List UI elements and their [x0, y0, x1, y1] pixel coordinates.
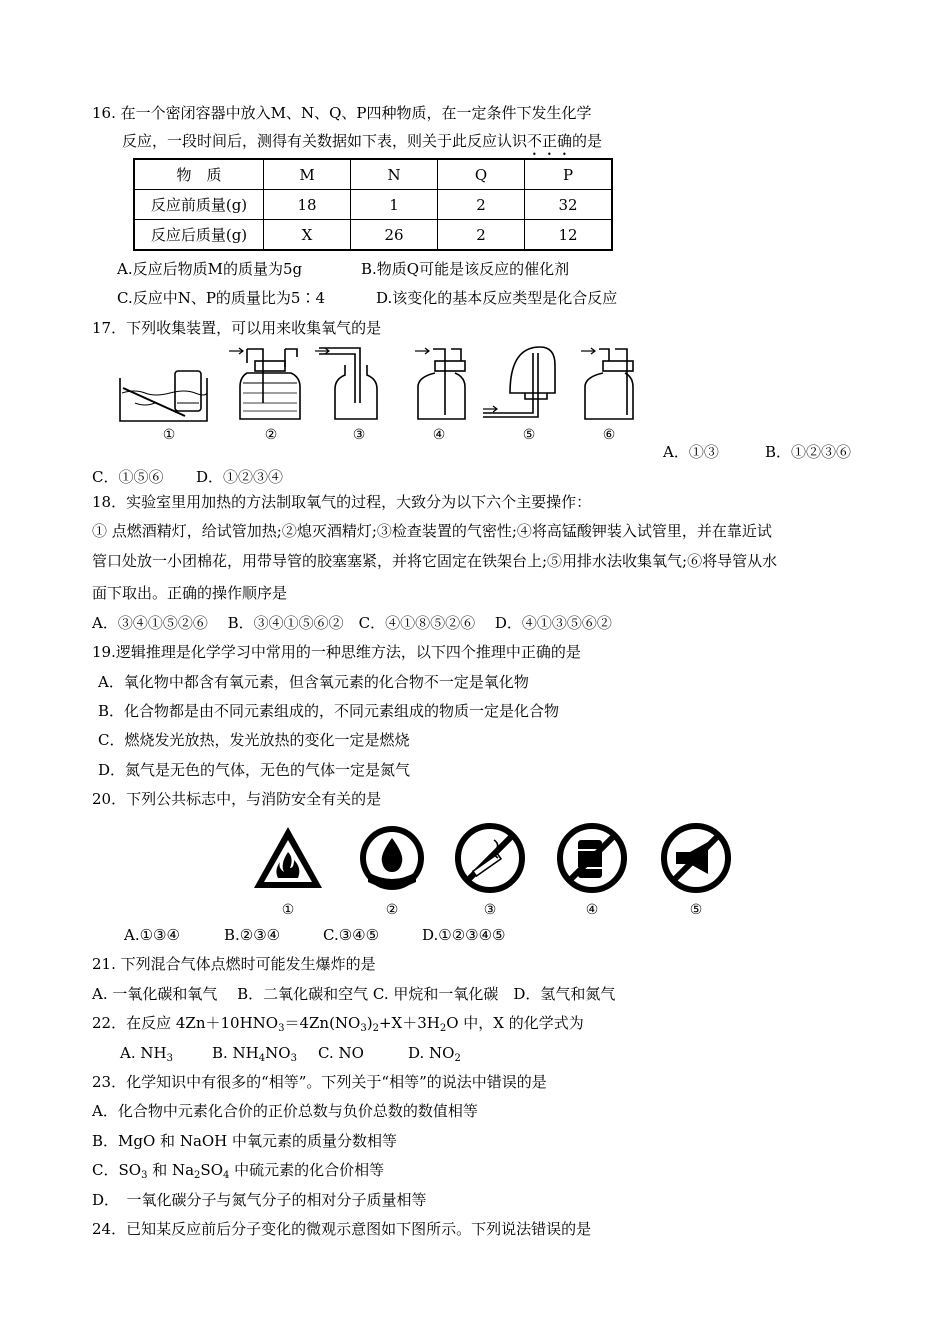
q24-stem: 24．已知某反应前后分子变化的微观示意图如下图所示。下列说法错误的是	[92, 1220, 592, 1238]
sign-label: ②	[385, 902, 399, 918]
q23-option-c: C．$SO_3$ 和 $Na_2SO_4$ 中硫元素的化合价相等	[92, 1161, 385, 1181]
q16-stem-line1: 16. 在一个密闭容器中放入M、N、Q、P四种物质，在一定条件下发生化学	[92, 104, 592, 122]
table-cell: 2	[438, 190, 525, 220]
q23-stem: 23．化学知识中有很多的“相等”。下列关于“相等”的说法中错误的是	[92, 1073, 547, 1091]
q22-option-c: C. NO	[318, 1044, 364, 1062]
q16-data-table	[133, 158, 613, 251]
q20-option-c: C.③④⑤	[323, 926, 380, 944]
apparatus-label: ⑤	[522, 427, 536, 443]
table-cell: 12	[525, 220, 613, 251]
q18-stem: 18．实验室里用加热的方法制取氧气的过程，大致分为以下六个主要操作：	[92, 493, 592, 511]
q23-option-a: A．化合物中元素化合价的正价总数与负价总数的数值相等	[92, 1102, 478, 1120]
q23-option-b: B．MgO 和 NaOH 中氧元素的质量分数相等	[92, 1132, 398, 1150]
table-cell: X	[264, 220, 351, 251]
q17-option-c: C．①⑤⑥	[92, 468, 164, 486]
apparatus-label: ②	[264, 427, 278, 443]
sign-label: ③	[483, 902, 497, 918]
q17-option-a: A．①③	[663, 443, 719, 461]
q16-option-d: D.该变化的基本反应类型是化合反应	[376, 289, 618, 307]
table-cell: P	[525, 159, 613, 190]
q19-stem: 19.逻辑推理是化学学习中常用的一种思维方法，以下四个推理中正确的是	[92, 643, 581, 661]
q18-body-line1: ① 点燃酒精灯，给试管加热;②熄灭酒精灯;③检查装置的气密性;④将高锰酸钾装入试管里，并在靠近试	[92, 522, 772, 540]
q17-collection-apparatus-figure	[115, 343, 650, 443]
q16-option-a: A.反应后物质M的质量为5g	[117, 260, 303, 278]
q20-option-b: B.②③④	[224, 926, 281, 944]
q22-stem: 22．在反应 $4Zn+10HNO_3=4Zn(NO_3)_2+X+3H_2O$ 中，X 的化学式为	[92, 1014, 584, 1034]
q18-body-line3: 面下取出。正确的操作顺序是	[92, 584, 288, 602]
q21-stem: 21. 下列混合气体点燃时可能发生爆炸的是	[92, 955, 376, 973]
table-cell: 18	[264, 190, 351, 220]
q22-option-b: B. $NH_4NO_3$	[212, 1044, 297, 1064]
q20-option-a: A.①③④	[124, 926, 180, 944]
q22-option-a: A. $NH_3$	[120, 1044, 173, 1064]
q17-stem: 17．下列收集装置，可以用来收集氧气的是	[92, 319, 382, 337]
table-cell: M	[264, 159, 351, 190]
q16-emphasis: 不正确	[527, 132, 573, 150]
q19-option-b: B．化合物都是由不同元素组成的，不同元素组成的物质一定是化合物	[98, 702, 560, 720]
apparatus-label: ③	[352, 427, 366, 443]
q17-option-d: D．①②③④	[196, 468, 284, 486]
flammable-warning-icon	[254, 827, 322, 888]
table-row	[134, 190, 612, 220]
q18-body-line2: 管口处放一小团棉花，用带导管的胶塞塞紧，并将它固定在铁架台上;⑤用排水法收集氧气;⑥将导管从水	[92, 552, 778, 570]
apparatus-6-gas-bottle-icon	[581, 348, 633, 419]
apparatus-label: ⑥	[602, 427, 616, 443]
q21-options: A. 一氧化碳和氧气 B．二氧化碳和空气 C. 甲烷和一氧化碳 D．氢气和氮气	[92, 985, 616, 1003]
corrosive-warning-icon	[360, 826, 424, 890]
q23-option-d: D． 一氧化碳分子与氮气分子的相对分子质量相等	[92, 1191, 427, 1209]
table-cell: 2	[438, 220, 525, 251]
sign-label: ①	[281, 902, 295, 918]
q17-option-b: B．①②③⑥	[765, 443, 852, 461]
q20-stem: 20．下列公共标志中，与消防安全有关的是	[92, 790, 382, 808]
table-cell: 反应前质量(g)	[134, 190, 264, 220]
apparatus-2-gas-bottle-icon	[229, 348, 300, 419]
q20-option-d: D.①②③④⑤	[422, 926, 506, 944]
table-cell: 反应后质量(g)	[134, 220, 264, 251]
table-cell: 32	[525, 190, 613, 220]
q19-option-d: D．氮气是无色的气体，无色的气体一定是氮气	[98, 761, 411, 779]
table-cell: 26	[351, 220, 438, 251]
table-cell: N	[351, 159, 438, 190]
apparatus-5-inverted-bottle-icon	[483, 347, 555, 417]
table-row	[134, 220, 612, 251]
apparatus-label: ①	[162, 427, 176, 443]
q16-option-b: B.物质Q可能是该反应的催化剂	[361, 260, 570, 278]
no-smoking-icon	[458, 826, 522, 890]
apparatus-4-gas-bottle-icon	[415, 348, 465, 419]
q20-safety-signs-figure	[250, 822, 740, 922]
apparatus-label: ④	[432, 427, 446, 443]
no-flammable-storage-icon	[560, 826, 624, 890]
q16-stem-line2: 反应，一段时间后，测得有关数据如下表，则关于此反应认识不正确的是	[122, 132, 603, 150]
table-cell: Q	[438, 159, 525, 190]
sign-label: ④	[585, 902, 599, 918]
no-horn-icon	[664, 826, 728, 890]
table-cell: 物 质	[134, 159, 264, 190]
q18-options: A．③④①⑤②⑥ B．③④①⑤⑥② C．④①⑧⑤②⑥ D．④①③⑤⑥②	[92, 614, 612, 632]
q19-option-c: C．燃烧发光放热，发光放热的变化一定是燃烧	[98, 731, 410, 749]
apparatus-1-water-trough-icon	[120, 371, 207, 421]
apparatus-3-upward-bottle-icon	[315, 348, 377, 419]
q22-option-d: D. $NO_2$	[408, 1044, 461, 1064]
table-cell: 1	[351, 190, 438, 220]
table-header-row	[134, 159, 612, 190]
sign-label: ⑤	[689, 902, 703, 918]
q19-option-a: A．氧化物中都含有氧元素，但含氧元素的化合物不一定是氧化物	[98, 673, 529, 691]
q16-option-c: C.反应中N、P的质量比为5∶4	[117, 289, 326, 307]
